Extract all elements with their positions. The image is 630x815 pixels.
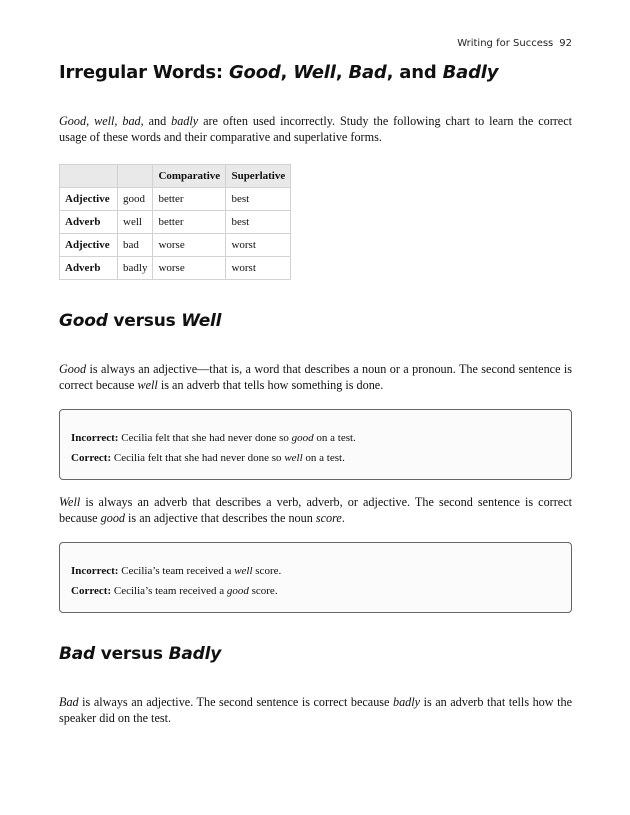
- emphasis-word: Well: [59, 495, 81, 509]
- intro-paragraph: [59, 114, 572, 145]
- paragraph-text: is an adverb that tells how something is done.: [157, 377, 384, 392]
- heading-word: Badly: [168, 644, 222, 664]
- example-text: on a test.: [313, 432, 356, 444]
- comparative-cell: better: [153, 211, 226, 234]
- intro-text: are often used incorrectly. Study the following chart to learn the correct usage of these words and their comparative and superlative forms.: [59, 114, 573, 144]
- section-heading: [59, 644, 572, 664]
- table-header-cell: Comparative: [153, 165, 226, 188]
- title-sep: ,: [280, 62, 294, 83]
- section-good-versus-well: [59, 311, 572, 613]
- section-bad-versus-badly: [59, 644, 572, 726]
- emphasis-word: good: [291, 432, 314, 444]
- emphasis-word: score: [315, 510, 342, 525]
- heading-word: Good: [59, 311, 108, 331]
- section-heading: [59, 311, 572, 331]
- emphasis-word: badly: [392, 695, 421, 709]
- heading-mid: versus: [95, 644, 169, 664]
- running-head: [457, 38, 572, 49]
- intro-word: well: [94, 114, 115, 128]
- word-forms-table: [59, 164, 291, 280]
- example-text: on a test.: [302, 452, 345, 464]
- part-of-speech-cell: Adverb: [60, 211, 118, 234]
- example-box: [59, 409, 572, 480]
- example-box: [59, 542, 572, 613]
- intro-sep: , and: [140, 114, 172, 128]
- heading-mid: versus: [107, 311, 182, 331]
- title-word-bad: Bad: [348, 62, 387, 83]
- page-number: 92: [559, 38, 572, 49]
- emphasis-word: well: [234, 565, 253, 577]
- heading-word: Well: [181, 311, 222, 331]
- body-paragraph: [59, 695, 572, 726]
- table-header-cell: [60, 165, 118, 188]
- title-prefix: Irregular Words:: [59, 62, 229, 83]
- word-cell: bad: [118, 234, 153, 257]
- example-text: Cecilia’s team received a: [118, 565, 235, 577]
- table-row: [60, 257, 291, 280]
- correct-example: [71, 452, 560, 465]
- title-word-well: Well: [293, 62, 336, 83]
- word-cell: badly: [118, 257, 153, 280]
- emphasis-word: good: [226, 585, 249, 597]
- incorrect-label: Incorrect:: [71, 565, 119, 577]
- example-text: Cecilia’s team received a: [111, 585, 227, 597]
- part-of-speech-cell: Adjective: [60, 234, 118, 257]
- table-header-row: [60, 165, 291, 188]
- table-row: [60, 188, 291, 211]
- superlative-cell: worst: [226, 257, 291, 280]
- correct-label: Correct:: [71, 585, 112, 597]
- paragraph-text: .: [341, 510, 345, 525]
- comparative-cell: better: [153, 188, 226, 211]
- superlative-cell: worst: [226, 234, 291, 257]
- example-text: Cecilia felt that she had never done so: [118, 432, 292, 444]
- intro-sep: ,: [86, 114, 95, 128]
- incorrect-example: [71, 565, 560, 578]
- part-of-speech-cell: Adjective: [60, 188, 118, 211]
- intro-word: bad: [122, 114, 141, 128]
- page-title: [59, 62, 572, 83]
- correct-label: Correct:: [71, 452, 112, 464]
- superlative-cell: best: [226, 188, 291, 211]
- body-paragraph: [59, 362, 572, 393]
- comparative-cell: worse: [153, 257, 226, 280]
- paragraph-text: is an adjective that describes the noun: [125, 510, 316, 525]
- table-header-cell: [118, 165, 153, 188]
- intro-sep: ,: [114, 114, 123, 128]
- title-sep: ,: [335, 62, 349, 83]
- paragraph-text: is always an adjective—that is, a word that describes a noun or a pronoun. The second sentence is correct because: [59, 362, 572, 392]
- intro-word: badly: [171, 114, 199, 128]
- example-text: Cecilia felt that she had never done so: [111, 452, 285, 464]
- heading-word: Bad: [59, 644, 95, 664]
- paragraph-text: is always an adverb that describes a verb, adverb, or adjective. The second sentence is correct because: [59, 495, 572, 525]
- word-cell: good: [118, 188, 153, 211]
- incorrect-label: Incorrect:: [71, 432, 119, 444]
- table-row: [60, 234, 291, 257]
- part-of-speech-cell: Adverb: [60, 257, 118, 280]
- emphasis-word: Bad: [59, 695, 79, 709]
- body-paragraph: [59, 495, 572, 526]
- example-text: score.: [248, 585, 278, 597]
- emphasis-word: good: [100, 510, 125, 525]
- title-sep: , and: [386, 62, 443, 83]
- page-content: [59, 62, 572, 726]
- paragraph-text: is always an adjective. The second sentence is correct because: [78, 695, 393, 709]
- title-word-good: Good: [228, 62, 281, 83]
- paragraph-text: is an adverb that tells how the speaker did on the test.: [59, 695, 572, 725]
- correct-example: [71, 585, 560, 598]
- word-cell: well: [118, 211, 153, 234]
- title-word-badly: Badly: [442, 62, 499, 83]
- incorrect-example: [71, 432, 560, 445]
- book-title: Writing for Success: [457, 38, 554, 49]
- superlative-cell: best: [226, 211, 291, 234]
- emphasis-word: well: [284, 452, 303, 464]
- intro-word: Good: [59, 114, 87, 128]
- emphasis-word: Good: [59, 362, 87, 376]
- emphasis-word: well: [137, 377, 158, 392]
- comparative-cell: worse: [153, 234, 226, 257]
- example-text: score.: [252, 565, 282, 577]
- table-row: [60, 211, 291, 234]
- table-header-cell: Superlative: [226, 165, 291, 188]
